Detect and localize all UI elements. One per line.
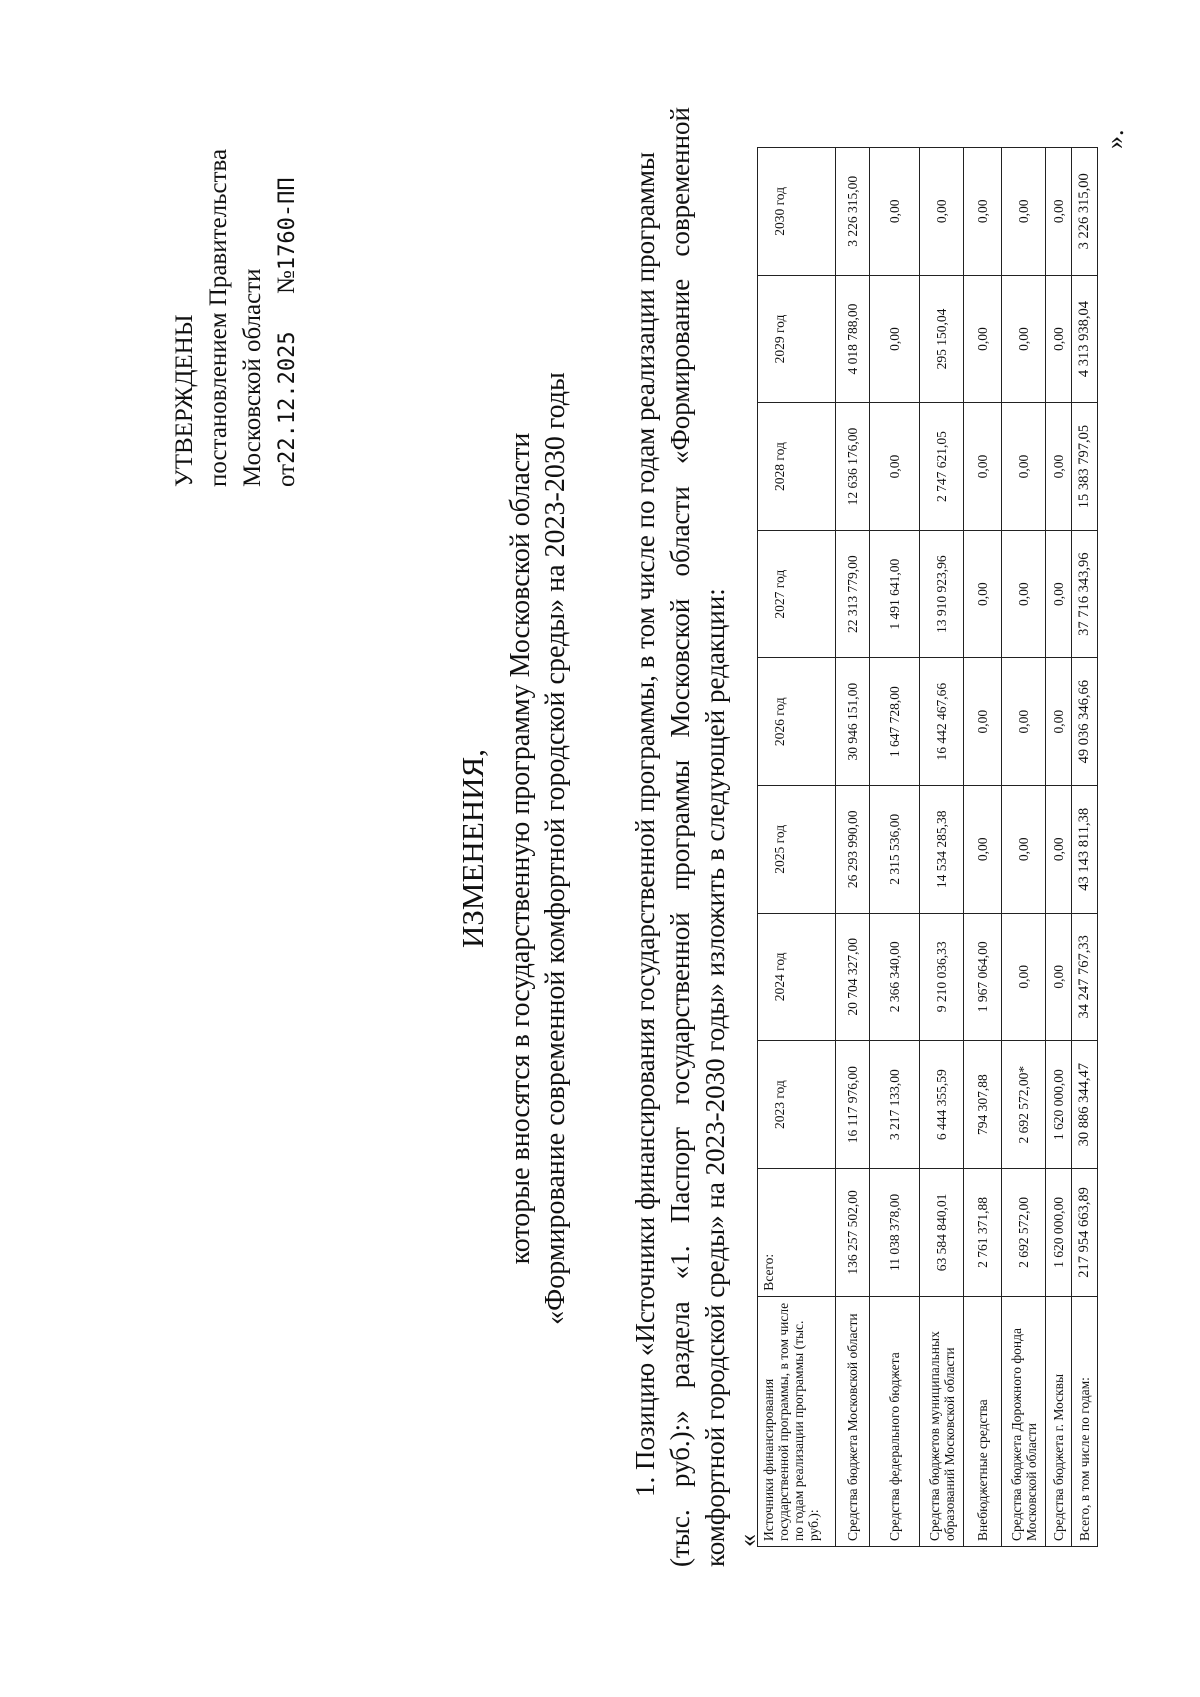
- cell-value: 2 315 536,00: [870, 786, 920, 914]
- cell-value: 0,00: [964, 658, 1002, 786]
- cell-value: 43 143 811,38: [1072, 786, 1098, 914]
- cell-value: 15 383 797,05: [1072, 403, 1098, 531]
- cell-value: 26 293 990,00: [836, 786, 870, 914]
- header-year: 2026 год: [758, 658, 836, 786]
- table-total-row: [1072, 148, 1098, 1547]
- date-prefix: от: [273, 463, 300, 487]
- row-label: Средства бюджета г. Москвы: [1046, 1296, 1072, 1546]
- row-total: 217 954 663,89: [1072, 1169, 1098, 1297]
- cell-value: 0,00: [1046, 913, 1072, 1041]
- cell-value: 4 313 938,04: [1072, 275, 1098, 403]
- row-total: 1 620 000,00: [1046, 1169, 1072, 1297]
- cell-value: 16 117 976,00: [836, 1041, 870, 1169]
- cell-value: 0,00: [964, 403, 1002, 531]
- cell-value: 0,00: [1002, 786, 1046, 914]
- cell-value: 0,00: [1002, 403, 1046, 531]
- number-prefix: №: [273, 270, 300, 294]
- cell-value: 0,00: [1002, 275, 1046, 403]
- cell-value: 3 217 133,00: [870, 1041, 920, 1169]
- header-year: 2024 год: [758, 913, 836, 1041]
- row-label: Внебюджетные средства: [964, 1296, 1002, 1546]
- row-label: Средства федерального бюджета: [870, 1296, 920, 1546]
- cell-value: 4 018 788,00: [836, 275, 870, 403]
- cell-value: 0,00: [1002, 913, 1046, 1041]
- row-total: 2 761 371,88: [964, 1169, 1002, 1297]
- cell-value: 0,00: [1002, 148, 1046, 276]
- cell-value: 0,00: [1046, 403, 1072, 531]
- cell-value: 0,00: [1046, 530, 1072, 658]
- cell-value: 0,00: [870, 275, 920, 403]
- approval-number: 1760-ПП: [275, 177, 300, 271]
- cell-value: 0,00: [964, 275, 1002, 403]
- paragraph-line-3: комфортной городской среды» на 2023-2030 годы» изложить в следующей редакции:: [700, 588, 730, 1567]
- cell-value: 14 534 285,38: [920, 786, 964, 914]
- table-row: [1046, 148, 1072, 1547]
- cell-value: 2 747 621,05: [920, 403, 964, 531]
- approval-line-1: УТВЕРЖДЕНЫ: [171, 314, 198, 487]
- amendment-paragraph: [628, 107, 733, 1567]
- document-subtitle-1: которые вносятся в государственную программу Московской области: [505, 432, 536, 1265]
- cell-value: 1 647 728,00: [870, 658, 920, 786]
- table-row: [870, 148, 920, 1547]
- row-total: 11 038 378,00: [870, 1169, 920, 1297]
- cell-value: 0,00: [1046, 148, 1072, 276]
- cell-value: 0,00: [1046, 275, 1072, 403]
- row-total: 63 584 840,01: [920, 1169, 964, 1297]
- open-quote: «: [733, 1534, 762, 1547]
- cell-value: 16 442 467,66: [920, 658, 964, 786]
- table-row: [836, 148, 870, 1547]
- cell-value: 2 366 340,00: [870, 913, 920, 1041]
- table-row: [964, 148, 1002, 1547]
- header-total: Всего:: [758, 1169, 836, 1297]
- paragraph-line-1: 1. Позицию «Источники финансирования государственной программы, в том числе по годам реализации программы: [630, 151, 660, 1497]
- row-total: 2 692 572,00: [1002, 1169, 1046, 1297]
- cell-value: 34 247 767,33: [1072, 913, 1098, 1041]
- approval-line-2: постановлением Правительства: [205, 148, 232, 487]
- approval-date: 22.12.2025: [275, 331, 300, 464]
- document-title: ИЗМЕНЕНИЯ,: [455, 749, 490, 948]
- cell-value: 3 226 315,00: [1072, 148, 1098, 276]
- header-year: 2025 год: [758, 786, 836, 914]
- cell-value: 30 946 151,00: [836, 658, 870, 786]
- cell-value: 1 620 000,00: [1046, 1041, 1072, 1169]
- cell-value: 37 716 343,96: [1072, 530, 1098, 658]
- cell-value: 0,00: [1046, 658, 1072, 786]
- approval-date-line: [270, 149, 305, 487]
- row-label: Средства бюджета Дорожного фонда Московской области: [1002, 1296, 1046, 1546]
- header-year: 2030 год: [758, 148, 836, 276]
- cell-value: 794 307,88: [964, 1041, 1002, 1169]
- cell-value: 12 636 176,00: [836, 403, 870, 531]
- row-label: Всего, в том числе по годам:: [1072, 1296, 1098, 1546]
- row-total: 136 257 502,00: [836, 1169, 870, 1297]
- header-year: 2029 год: [758, 275, 836, 403]
- cell-value: 0,00: [1046, 786, 1072, 914]
- cell-value: 2 692 572,00*: [1002, 1041, 1046, 1169]
- cell-value: 295 150,04: [920, 275, 964, 403]
- cell-value: 9 210 036,33: [920, 913, 964, 1041]
- cell-value: 0,00: [964, 148, 1002, 276]
- table-header-row: [758, 148, 836, 1547]
- close-quote: ».: [1100, 129, 1129, 149]
- cell-value: 0,00: [964, 530, 1002, 658]
- cell-value: 20 704 327,00: [836, 913, 870, 1041]
- cell-value: 6 444 355,59: [920, 1041, 964, 1169]
- cell-value: 0,00: [870, 148, 920, 276]
- cell-value: 1 491 641,00: [870, 530, 920, 658]
- cell-value: 49 036 346,66: [1072, 658, 1098, 786]
- cell-value: 3 226 315,00: [836, 148, 870, 276]
- approval-stamp: [168, 149, 305, 487]
- row-label: Средства бюджетов муниципальных образований Московской области: [920, 1296, 964, 1546]
- paragraph-line-2: (тыс. руб.):» раздела «1. Паспорт государственной программы Московской области «Формирование современной: [665, 107, 695, 1567]
- cell-value: 0,00: [1002, 658, 1046, 786]
- cell-value: 0,00: [1002, 530, 1046, 658]
- financing-table: [757, 147, 1098, 1547]
- cell-value: 22 313 779,00: [836, 530, 870, 658]
- table-row: [920, 148, 964, 1547]
- header-year: 2028 год: [758, 403, 836, 531]
- header-sources: Источники финансирования государственной программы, в том числе по годам реализации программы (тыс. руб.):: [758, 1296, 836, 1546]
- cell-value: 13 910 923,96: [920, 530, 964, 658]
- header-year: 2027 год: [758, 530, 836, 658]
- cell-value: 1 967 064,00: [964, 913, 1002, 1041]
- header-year: 2023 год: [758, 1041, 836, 1169]
- table-row: [1002, 148, 1046, 1547]
- row-label: Средства бюджета Московской области: [836, 1296, 870, 1546]
- cell-value: 0,00: [920, 148, 964, 276]
- document-subtitle-2: «Формирование современной комфортной городской среды» на 2023-2030 годы: [540, 372, 571, 1325]
- cell-value: 0,00: [964, 786, 1002, 914]
- approval-line-3: Московской области: [239, 268, 266, 487]
- cell-value: 0,00: [870, 403, 920, 531]
- cell-value: 30 886 344,47: [1072, 1041, 1098, 1169]
